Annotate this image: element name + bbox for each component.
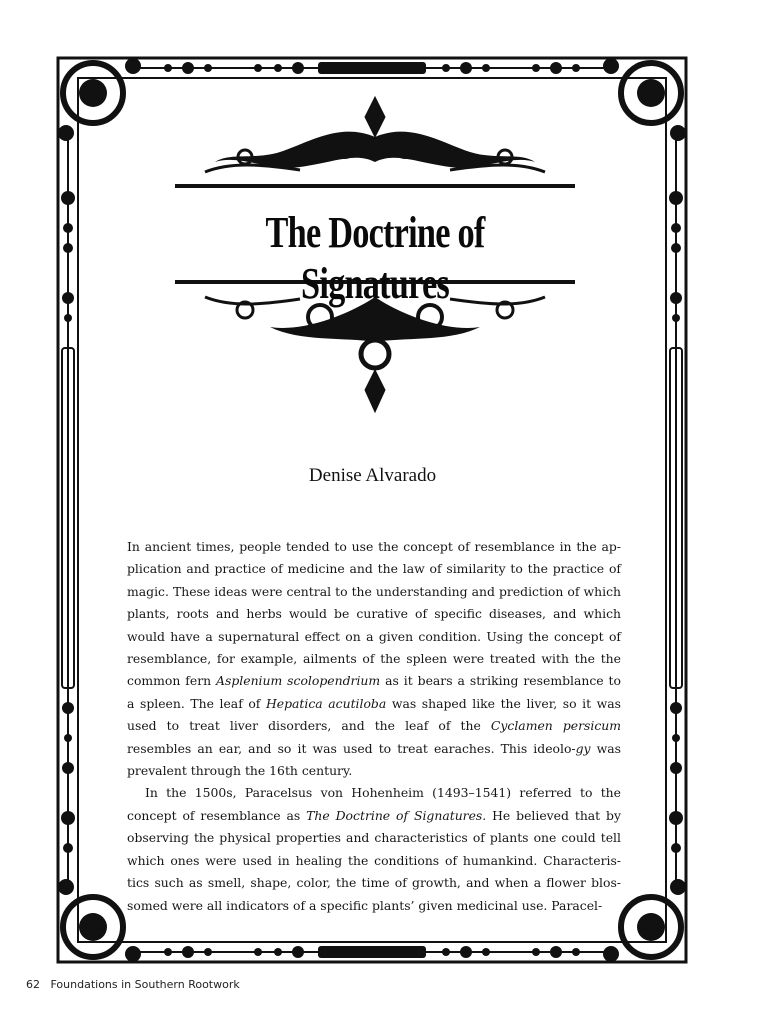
italic-run: Hepatica acutiloba (265, 695, 387, 711)
italic-run: The Doctrine of Signatures (306, 807, 483, 823)
article-body (127, 536, 621, 917)
page-footer (26, 978, 240, 991)
italic-run: Asplenium scolopendrium (216, 673, 381, 689)
title-block (160, 92, 590, 422)
book-title: Foundations in Southern Rootwork (50, 978, 240, 991)
body-paragraph (127, 536, 621, 782)
italic-run: gy (575, 740, 591, 756)
body-paragraph (127, 782, 621, 916)
text-run: as it bears a striking resemblance to a spleen. The leaf of (127, 673, 621, 711)
author-name: Denise Alvarado (308, 465, 437, 486)
text-run: was shaped like the liver, so it was used to treat liver disorders, and the leaf of the (127, 695, 622, 734)
page-title: The Doctrine of Signatures (265, 208, 485, 308)
italic-run: Cyclamen persicum (490, 718, 622, 734)
text-run: . He believed that by observing the physical properties and characteristics of plants one could tell which ones were used in healing the conditions of humankind. Characteris-tics such as smell, shape, color, the time of growth, and when a flower blos-somed were all indicators of a specific plants’ given medicinal use. Paracel- (127, 807, 621, 913)
page-number: 62 (26, 978, 40, 991)
text-run: In ancient times, people tended to use the concept of resemblance in the ap-plication and practice of medicine and the law of similarity to the practice of magic. These ideas were central to the understanding and prediction of which plants, roots and herbs would be curative of specific diseases, and which would have a supernatural effect on a given condition. Using the concept of resemblance, for example, ailments of the spleen were treated with the the common fern (127, 539, 621, 689)
text-run: resembles an ear, and so it was used to treat earaches. This ideolo- (127, 740, 576, 756)
text-run: was prevalent through the 16th century. (127, 740, 621, 779)
text-run: In the 1500s, Paracelsus von Hohenheim (1493–1541) referred to the concept of resemblance as (127, 785, 621, 823)
